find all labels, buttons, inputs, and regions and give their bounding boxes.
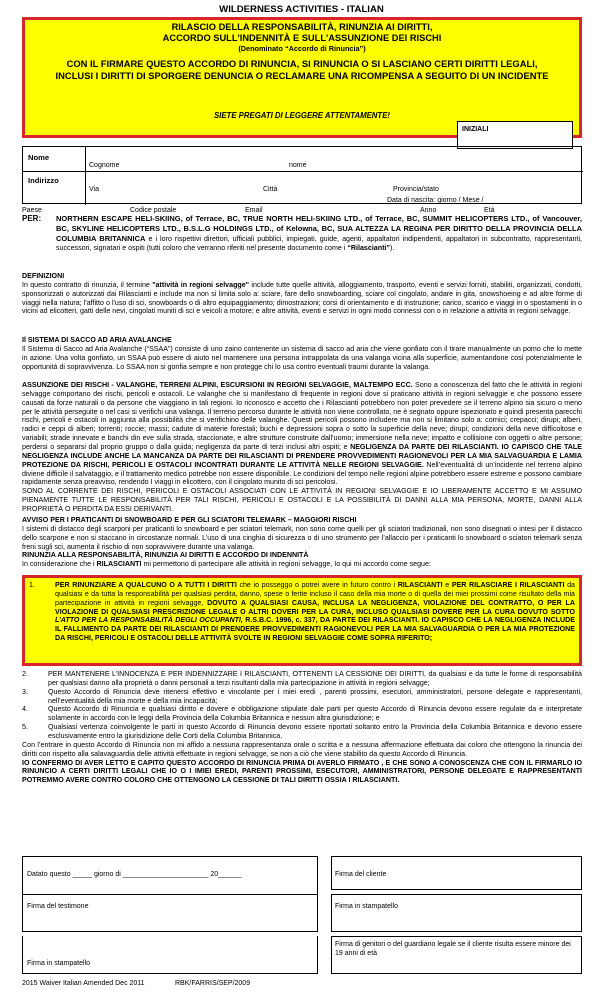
divider <box>23 171 583 172</box>
per-label: PER: <box>22 214 42 223</box>
clause-1-part: e <box>442 581 452 589</box>
title-line-2: ACCORDO SULL'INDENNITÀ E SULL'ASSUNZIONE DEI RISCHI <box>162 33 442 44</box>
via-field[interactable]: Via <box>89 186 99 193</box>
guardian-signature-label: Firma di genitori o del guardiano legale se il cliente risulta essere minore dei 19 anni di età <box>335 941 571 957</box>
clause-1-part: DOVUTO A QUALSIASI CAUSA, INCLUSA LA NEGLIGENZA, VIOLAZIONE DEL CONTRATTO, O PER LA VIOLAZIONE DI QUALSIASI PRESCRIZIONE LEGALE O ALTRI DOVERI PER LA CURA, INCLUSO QUALSIASI DOVERE PER LA CURA DOVUTO SOTTO <box>55 598 576 616</box>
warning-line-2: INCLUSI I DIRITTI DI SPORGERE DENUNCIA O RECLAMARE UNA RICOMPENSA A SEGUITO DI UN INCIDENTE <box>55 69 549 81</box>
releasees-section <box>22 214 582 252</box>
risk-negligence: NEGLIGENZA DA PARTE DEI RILASCIANTI. IO CAPISCO CHE TALE NEGLIGENZA INCLUDE ANCHE LA MANCANZA DA PARTE DEI RILASCIANTI DI PRENDERE PROVVEDIMENTI RAGIONEVOLI PER LA MIA SALVAGUARDIA E LAMIA PROTEZIONE DA RISCHI, PERICOLI E OSTACOLI INCONTRATI DURANTE LE ATTIVITÀ NELLE REGIONI SELVAGGIE. <box>22 443 582 469</box>
waiver-heading: RINUNZIA ALLA RESPONSABILITÀ, RINUNZIA AI DIRITTI E ACCORDO DI INDENNITÀ <box>22 551 309 560</box>
clause-number: 5. <box>22 723 28 732</box>
waiver-intro-2: mi permettono di partecipare alle attività in regioni selvagge, Io qui mi accordo come segue: <box>141 560 431 569</box>
clause-1-part: PER RILASCIARE I RILASCIANTI <box>451 581 565 589</box>
releasees-text <box>56 214 582 252</box>
risk-text-1: Sono a conoscenza del fatto che le attività in regioni selvagge comportano dei rischi, pericoli e ostacoli. Le valanghe che si manifestano di frequente in regioni dove si praticano attività in regioni selvaggie e che possono essere causati da forze naturali o da persone che viaggiano in tali regioni. Io riconosco e accetto che i Rilascianti potrebbero non poter prevedere se il terreno alpino sia sicuro o meno per le attività perseguite o nel casi si verifichi una valanga. Il terreno percorso durante le attività non viene controllato, ne è segnato oppure ispezionato e quindi presenta parecchi rischi, pericoli e ostacoli in aggiunta alla possibilità che si verifichino delle valanghe. Questi pericoli possono includere ma non si limitano solo a: cornici; crepacci; dirupi; alberi, radici e ceppi di alberi; torrenti; roccie; massi; cadute di materie forestali; buchi e depressioni sopra o sotto la superficie della neve; dirupi; condizioni della neve difficoltose e variabili; strade innevate e banchi din eve sulla strada, staccionate, e altre strutture construite dall’uomo; immersione nella neve; impatto e collisione con oggetti o altre persone; perdersi o separarsi dal proprio gruppo o dalla guida; negligenza da parte di terzi inclusi altri ospiti; e <box>22 381 582 452</box>
closing-text: Con l’entrare in questo Accordo di Rinuncia non mi affido a nessuna rappresentanza orale o scritta e a nessuna affermazione effettuata dai coloro che ottengono la rinuncia dei diritti con rispetto alla salavaguardia delle attività effettuate in regioni selvagge, se non a ciò che viene stabilito da questo Accordo di Rinuncia. <box>22 740 582 758</box>
indirizzo-label: Indirizzo <box>28 176 59 185</box>
clause-text: PER MANTENERE L’INNOCENZA E PER INDENNIZZARE I RILASCIANTI, OTTENENTI LA CESSIONE DEI DIRITTI, da qualsiasi e da tutte le forme di responsabilità per qualsiasi danno alla proprietà o danni personali a terzi risultanti dalla mia partecipazione in attività in regioni selvagge; <box>48 670 582 687</box>
definitions-section <box>22 272 582 316</box>
waiver-intro-term: RILASCIANTI <box>96 560 142 569</box>
initials-field[interactable] <box>457 121 573 149</box>
clause-1-text <box>55 581 575 643</box>
witness-print-name-label: Firma in stampatello <box>27 960 91 967</box>
waiver-intro-1: In considerazione che i <box>22 560 97 569</box>
clause-1-part: RILASCIANTI <box>397 581 443 589</box>
clause-5 <box>22 723 582 741</box>
legal-rights-warning <box>25 58 579 81</box>
clause-3 <box>22 688 582 706</box>
client-signature-field[interactable] <box>331 856 582 890</box>
document-top-title: WILDERNESS ACTIVITIES - ITALIAN <box>219 4 384 15</box>
snowboard-section <box>22 516 582 569</box>
clause-number: 4. <box>22 705 28 714</box>
definitions-part-1: In questo contratto di rinunzia, il termine <box>22 280 153 289</box>
closing-confirmation: IO CONFERMO DI AVER LETTO E CAPITO QUESTO ACCORDO DI RINUNCIA PRIMA DI AVERLO FIRMATO , E CHE SONO A CONOSCENZA CHE CON IL FIRMARLO IO RINUNCIO A CERTI DIRITTI LEGALI CHE IO O I IMIEI EREDI, PARENTI PROSSIMI, ESECUTORI, AMMINISTRATORI, PERSONE DELEGATE E RAPPRESENTANTI POTREMMO AVERE CONTRO COLORO CHE OTTENGONO LA CESSIONE DI TALI DIRITTI OSSIA I RILASCIANTI. <box>22 758 582 785</box>
clause-1-part: da qualsiasi e da tutta la responsabilità per qualsiasi perdita, danno, spese o ferite incluso il caso della mia morte o di quella dei miei prossimi come risultato della mia partecipazione in attività in regioni selvagge, <box>55 581 576 607</box>
footer-code: RBK/FARRIS/SEP/2009 <box>175 980 251 987</box>
date-label: Datato questo _____ giorno di ______________________ 20______ <box>27 871 242 878</box>
nome-field[interactable]: nome <box>289 162 307 169</box>
risk-acceptance: SONO AL CORRENTE DEI RISCHI, PERICOLI E OSTACOLI ASSOCIATI CON LE ATTIVITÀ IN REGIONI SELVAGGIE E IO LIBERAMENTE ACCETTO E MI ASSUMO PIENAMENTE TUTTE LE RESPONSABILITÀ PER TALI RISCHI, PERICOLI E OSTACOLI E LA POSSIBILITÀ DI DANNI ALLA MIA PERSONA, MORTE, DANNI ALLA PROPRIETÀ O PERDITA DA ESSI DERIVANTI. <box>22 487 582 514</box>
clause-1-part: L’ATTO PER LA RESPONSABILITÀ DEGLI OCCUPANTI, <box>55 616 243 625</box>
nome-label: Nome <box>28 153 50 162</box>
risk-text-2: Nell’eventualità di un’incidente nel terreno alpino diviene difficile il salvataggio, e il trattamento medico potrebbe non essere disponibile. Le condizioni del tempo nelle regioni alpine potrebbero essere estreme e possono cambiare rapidamente senza preavviso, rendendo I viaggi in elicottero, con il cingolato munito di sci pericolosi. <box>22 460 582 487</box>
risk-text <box>22 381 582 487</box>
releasees-names: NORTHERN ESCAPE HELI-SKIING, of Terrace, BC, TRUE NORTH HELI-SKIING LTD., of Terrace, BC, SUMMIT HELICOPTERS LTD., of Vancouver, BC, SKYLINE HELICOPTERS LTD., B.S.L.G HOLDINGS LTD., of Kelowna, BC, SUA ALTEZZA LA REGINA PER DIRITTO DELLA PROVINCIA DELLA COLUMBIA BRITANNICA <box>56 214 582 243</box>
paese-field[interactable]: Paese <box>22 207 42 214</box>
definitions-heading: DEFINIZIONI <box>22 272 65 280</box>
definitions-text <box>22 281 582 316</box>
clause-text: Qualsiasi vertenza coinvolgente le parti in questo Accordo di Rinuncia devono essere riportati soltanto entro la Provincia della Columbia Britannica e devono essere esclusivamente entro la giurisdizione delle Corti della Columbia Britannica. <box>48 723 582 741</box>
clauses-list <box>22 670 582 785</box>
document-title <box>25 22 579 44</box>
signature-section <box>22 856 582 974</box>
definitions-part-2: include tutte quelle attività, alloggiamento, trasporto, eventi e servizi forniti, stabiliti, organizzati, condotti, sponsorizzati o autorizzati dai Rilascianti e include ma non si limita solo a: sciare, fare dello snowboarding, sciare col cingolato, andare in gita, snowshoeing e ad altre forme di viaggi nella natura; l'affitto o l'uso di sci, snowboards o di altro equipaggiamento; dimostrazioni; corsi di orientamento e di instruzione; carico, scarico e viaggi in o spostamenti in o vicini ad elicotteri, gatti delle nevi, cingolati muniti di sci e veicoli a motore; e altre attività, eventi e servizi in ogni modo connessi con o in relazione a attività in regioni selvagge. <box>22 280 582 316</box>
initials-label: INIZIALI <box>462 126 489 133</box>
clause-text: Questo Accordo di Rinuncia deve ritenersi effettivo e vincolante per i miei eredi , parenti prossimi, esecutori, amministratori, persone delegate e rappresentanti, nell’eventualità della mia morte e della mia incapacità; <box>48 687 582 705</box>
anno-field[interactable]: Anno <box>420 207 437 214</box>
guardian-signature-field[interactable] <box>331 936 582 974</box>
citta-field[interactable]: Città <box>263 186 278 193</box>
clause-1-part: PER RINUNZIARE A QUALCUNO O A TUTTI I DIRITTI <box>55 581 237 589</box>
client-print-name-label: Firma in stampatello <box>335 903 399 910</box>
read-carefully-note: SIETE PREGATI DI LEGGERE ATTENTAMENTE! <box>213 111 390 120</box>
clause-1-part: R.S.B.C. 1996, c. 337, DA PARTE DEI RILASCIANTI. IO CAPISCO CHE LA NEGLIGENZA INCLUDE IL FALLIMENTO DA PARTE DEI RILASCIANTI DI PRENDERE PROVVEDIMENTI RAGIONEVOLI PER LA MIA SALVAGUARDIA O PER LA MIA PROTEZIONE DA RISCHI, PERICOLI E OSTACOLI DELLE ATTIVITÀ SVOLTE IN REGIONI SELVAGGIE COME SOPRA RIFERITO; <box>55 616 576 643</box>
email-field[interactable]: Email <box>245 207 263 214</box>
clause-1-part: che io posseggo o potrei avere in futuro contro i <box>236 581 398 589</box>
risk-assumption-section <box>22 381 582 514</box>
footer-version: 2015 Waiver Italian Amended Dec 2011 <box>22 980 145 987</box>
definitions-term: "attività in regioni selvagge" <box>152 280 250 289</box>
snowboard-text: I sistemi di distacco degli scarponi per praticanti lo snowboard e per sciatori telemark, non sono come quelli per gli sciatori tradizionali, non sono disegnati o intesi per il distacco dello scarpone e non si staccano in circostanze normali. L’uso di una cinghia di sicurezza o di uno strumento per l’allaccio per i praticanti lo snowboard o sciatori telemark senza freni sugli sci, aumenta il rischio di non sopravvivere durante una valanga. <box>22 524 582 551</box>
clause-4 <box>22 705 582 723</box>
risk-heading: ASSUNZIONE DEI RISCHI - VALANGHE, TERRENI ALPINI, ESCURSIONI IN REGIONI SELVAGGIE, MALTEMPO ECC. <box>22 381 413 389</box>
witness-print-name-field[interactable] <box>22 936 318 974</box>
date-field[interactable] <box>22 856 318 894</box>
clause-2 <box>22 670 582 688</box>
client-signature-label: Firma del cliente <box>335 871 387 878</box>
warning-line-1: CON IL FIRMARE QUESTO ACCORDO DI RINUNCIA, SI RINUNCIA O SI LASCIANO CERTI DIRITTI LEGALI, <box>66 58 538 70</box>
ssaa-heading: Il SISTEMA DI SACCO AD ARIA AVALANCHE <box>22 336 172 344</box>
clause-1-box <box>22 575 582 666</box>
clause-1 <box>29 581 575 643</box>
clause-number: 2. <box>22 670 28 678</box>
divider <box>85 147 86 205</box>
clause-number: 1. <box>29 581 35 589</box>
provincia-field[interactable]: Provincia/stato <box>393 186 439 193</box>
clause-number: 3. <box>22 687 28 696</box>
waiver-intro <box>22 560 582 569</box>
witness-signature-label: Firma del testimone <box>27 903 89 910</box>
ssaa-text: Il Sistema di Sacco ad Aria Avalanche (“SSAA”) consiste di uno zaino contenente un sistema di sacco ad aria che viene gonfiato con il tirare manualmente un pomo che lo mette in azione. Una volta gonfiato, un SSAA può essere di aiuto nel mantenere una persona intrappolata da una valanga vicina alla superficie, aumentandone così potenzialmente le opportunità di sopravvivenza. Lo SSAA non si gonfia sempre e non protegge chi lo usa contro eventuali traumi durante la valanga. <box>22 344 582 371</box>
ssaa-section <box>22 336 582 371</box>
header-warning-box <box>22 17 582 138</box>
releasees-end: ). <box>389 243 395 252</box>
cognome-field[interactable]: Cognome <box>89 162 120 169</box>
eta-field[interactable]: Età <box>484 207 495 214</box>
client-print-name-field[interactable] <box>331 894 582 932</box>
personal-info-form <box>22 146 582 204</box>
releasees-rest: e i loro rispettivi direttori, ufficiali pubblici, impiegati, guide, agenti, appaltatori indipendenti, appaltatori in subcontratto, rappresentanti, successori, signatari e ospiti (tutti coloro che verranno riferiti nel presente documento come i <box>56 234 582 252</box>
releasees-term: “Rilascianti” <box>347 243 390 252</box>
document-subtitle: (Denominato “Accordo di Rinuncia”) <box>238 44 366 54</box>
witness-signature-field[interactable] <box>22 894 318 932</box>
codice-postale-field[interactable]: Codice postale <box>130 207 177 214</box>
title-line-1: RILASCIO DELLA RESPONSABILITÀ, RINUNZIA AI DIRITTI, <box>171 22 433 32</box>
snowboard-heading: AVVISO PER I PRATICANTI DI SNOWBOARD E PER GLI SCIATORI TELEMARK – MAGGIORI RISCHI <box>22 516 357 524</box>
data-nascita-label: Data di nascita: giorno / Mese / <box>387 197 484 204</box>
clause-text: Questo Accordo di Rinuncia e qualsiasi diritto e dovere e obbligazione stipulate dale parti per questo Accordo di Rinuncia devono essere regulate da e interpretate solamente in accordo con le leggi della Provincia della Columbia Britannica e nessun altra giurisdizione; e <box>48 705 582 723</box>
